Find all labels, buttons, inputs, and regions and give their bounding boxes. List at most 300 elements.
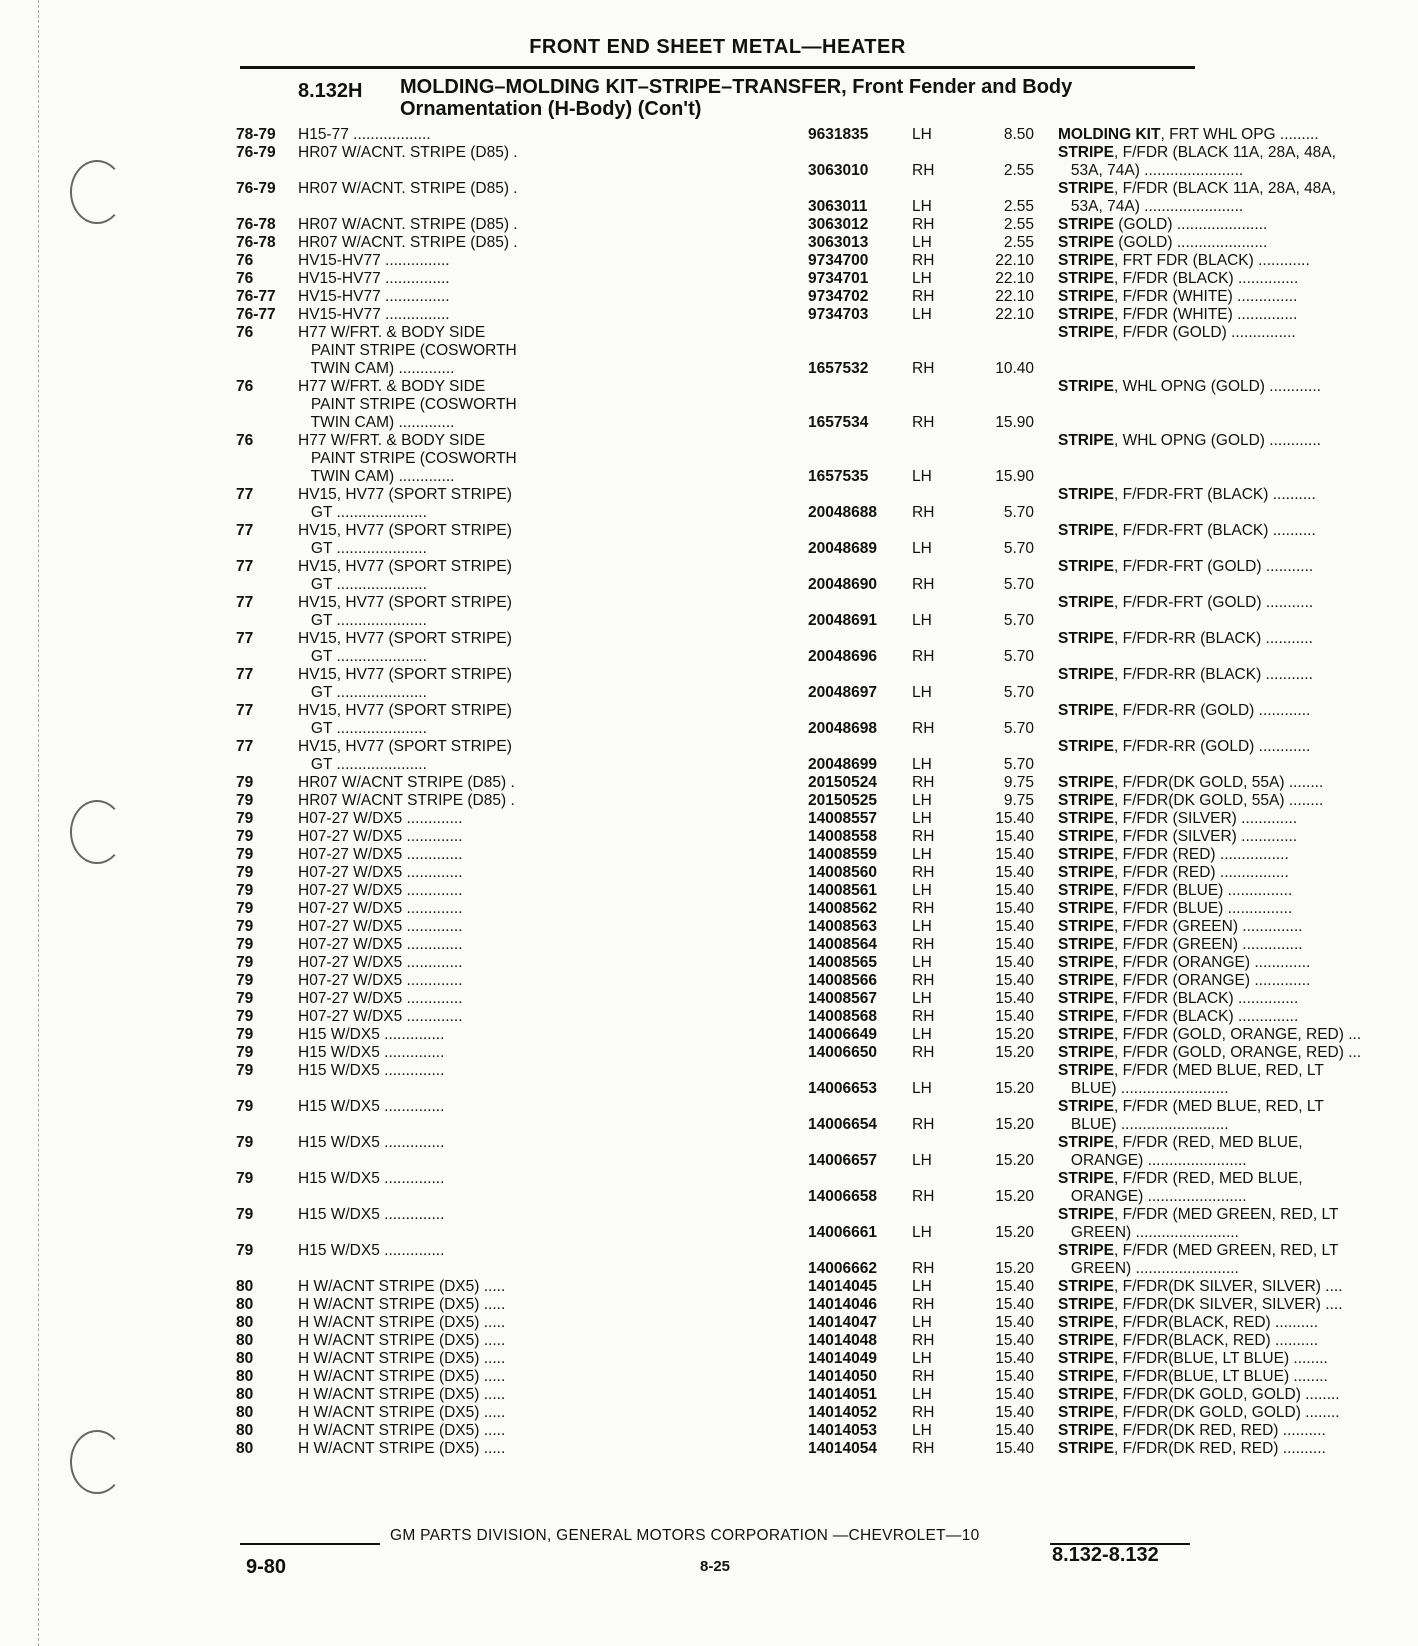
side: RH [912, 1404, 935, 1421]
punch-hole [70, 1430, 124, 1494]
part-number: 9734701 [808, 270, 869, 287]
table-row [236, 1296, 1343, 1314]
description: STRIPE, F/FDR(BLACK, RED) .......... [1058, 1332, 1319, 1349]
header-rule [240, 66, 1195, 69]
model-year: 79 [236, 918, 254, 935]
side: LH [912, 126, 932, 143]
table-row [236, 864, 1289, 882]
part-number: 14008567 [808, 990, 877, 1007]
description: STRIPE, F/FDR (RED) ................ [1058, 846, 1289, 863]
part-number: 14008561 [808, 882, 877, 899]
part-number: 14014050 [808, 1368, 877, 1385]
application: HR07 W/ACNT STRIPE (D85) . [298, 792, 515, 809]
description: STRIPE, F/FDR(DK SILVER, SILVER) .... [1058, 1296, 1343, 1313]
price: 15.20 [995, 1044, 1034, 1061]
part-number: 14006653 [808, 1080, 877, 1097]
part-number: 14008568 [808, 1008, 877, 1025]
description: STRIPE, F/FDR-RR (GOLD) ............ [1058, 738, 1311, 755]
description: STRIPE, F/FDR (SILVER) ............. [1058, 810, 1298, 827]
application: H07-27 W/DX5 ............. [298, 936, 463, 953]
price: 22.10 [995, 288, 1034, 305]
side: RH [912, 720, 935, 737]
model-year: 79 [236, 936, 254, 953]
price: 15.20 [995, 1188, 1034, 1205]
footer-rule-left [240, 1543, 380, 1545]
description: STRIPE, F/FDR-FRT (BLACK) .......... [1058, 486, 1316, 503]
part-number: 14006658 [808, 1188, 877, 1205]
price: 15.40 [995, 1332, 1034, 1349]
side: LH [912, 684, 932, 701]
price: 15.40 [995, 990, 1034, 1007]
application: HR07 W/ACNT. STRIPE (D85) . [298, 144, 518, 161]
side: LH [912, 990, 932, 1007]
price: 15.40 [995, 900, 1034, 917]
description: STRIPE, F/FDR(DK GOLD, 55A) ........ [1058, 774, 1324, 791]
side: RH [912, 1260, 935, 1277]
application: H W/ACNT STRIPE (DX5) ..... [298, 1296, 506, 1313]
table-row [236, 144, 1336, 180]
price: 15.40 [995, 1386, 1034, 1403]
side: RH [912, 1116, 935, 1133]
part-number: 20048689 [808, 540, 877, 557]
model-year: 80 [236, 1386, 254, 1403]
model-year: 79 [236, 1026, 254, 1043]
model-year: 80 [236, 1422, 254, 1439]
price: 22.10 [995, 252, 1034, 269]
model-year: 79 [236, 828, 254, 845]
price: 15.40 [995, 918, 1034, 935]
description: STRIPE, WHL OPNG (GOLD) ............ [1058, 432, 1321, 449]
application: H07-27 W/DX5 ............. [298, 900, 463, 917]
model-year: 79 [236, 792, 254, 809]
table-row [236, 288, 1298, 306]
price: 15.40 [995, 954, 1034, 971]
footer-page-number: 8-25 [700, 1558, 731, 1575]
description: STRIPE, F/FDR-RR (BLACK) ........... [1058, 630, 1313, 647]
price: 15.40 [995, 1404, 1034, 1421]
part-number: 20048691 [808, 612, 877, 629]
table-row [236, 738, 1311, 774]
part-number: 1657534 [808, 414, 869, 431]
section-title-line2: Ornamentation (H-Body) (Con't) [400, 98, 702, 120]
application: H W/ACNT STRIPE (DX5) ..... [298, 1422, 506, 1439]
side: RH [912, 288, 935, 305]
model-year: 79 [236, 882, 254, 899]
side: RH [912, 1008, 935, 1025]
application: H W/ACNT STRIPE (DX5) ..... [298, 1314, 506, 1331]
table-row [236, 954, 1311, 972]
table-row [236, 1314, 1319, 1332]
part-number: 14008564 [808, 936, 877, 953]
model-year: 77 [236, 666, 254, 683]
side: LH [912, 270, 932, 287]
part-number: 14008560 [808, 864, 877, 881]
model-year: 78-79 [236, 126, 276, 143]
application: H15 W/DX5 .............. [298, 1206, 445, 1223]
description: STRIPE, F/FDR (GREEN) .............. [1058, 918, 1303, 935]
table-row [236, 846, 1289, 864]
price: 9.75 [1003, 792, 1034, 809]
part-number: 3063013 [808, 234, 869, 251]
model-year: 79 [236, 972, 254, 989]
price: 9.75 [1003, 774, 1034, 791]
application: HV15-HV77 ............... [298, 306, 450, 323]
application: HR07 W/ACNT STRIPE (D85) . [298, 774, 515, 791]
part-number: 14008566 [808, 972, 877, 989]
description: STRIPE, F/FDR (GOLD, ORANGE, RED) ... [1058, 1026, 1362, 1043]
model-year: 80 [236, 1314, 254, 1331]
section-title-line1: MOLDING–MOLDING KIT–STRIPE–TRANSFER, Front Fender and Body [400, 76, 1073, 98]
application: H15 W/DX5 .............. [298, 1026, 445, 1043]
table-row [236, 180, 1336, 216]
application: H07-27 W/DX5 ............. [298, 882, 463, 899]
price: 15.20 [995, 1080, 1034, 1097]
description: STRIPE, F/FDR (BLACK) .............. [1058, 270, 1299, 287]
part-number: 14014054 [808, 1440, 877, 1457]
table-row [236, 990, 1299, 1008]
application: HV15, HV77 (SPORT STRIPE) GT ..................... [298, 738, 512, 773]
price: 5.70 [1003, 648, 1034, 665]
price: 15.20 [995, 1116, 1034, 1133]
application: HV15, HV77 (SPORT STRIPE) GT ..................... [298, 630, 512, 665]
application: H07-27 W/DX5 ............. [298, 1008, 463, 1025]
table-row [236, 810, 1298, 828]
description: STRIPE, F/FDR (BLACK) .............. [1058, 990, 1299, 1007]
part-number: 14006650 [808, 1044, 877, 1061]
description: STRIPE, F/FDR (RED) ................ [1058, 864, 1289, 881]
model-year: 79 [236, 1206, 254, 1223]
application: H07-27 W/DX5 ............. [298, 864, 463, 881]
part-number: 20048690 [808, 576, 877, 593]
description: STRIPE, F/FDR (MED GREEN, RED, LT GREEN) ........................ [1058, 1242, 1339, 1277]
model-year: 79 [236, 1008, 254, 1025]
application: HR07 W/ACNT. STRIPE (D85) . [298, 180, 518, 197]
description: STRIPE, F/FDR (WHITE) .............. [1058, 306, 1298, 323]
price: 10.40 [995, 360, 1034, 377]
side: LH [912, 540, 932, 557]
table-row [236, 306, 1298, 324]
description: STRIPE, F/FDR (BLACK) .............. [1058, 1008, 1299, 1025]
part-number: 20150524 [808, 774, 877, 791]
section-title [400, 76, 1200, 120]
table-row [236, 1404, 1340, 1422]
part-number: 14014049 [808, 1350, 877, 1367]
model-year: 80 [236, 1278, 254, 1295]
description: STRIPE, FRT FDR (BLACK) ............ [1058, 252, 1310, 269]
table-row [236, 558, 1314, 594]
description: STRIPE, F/FDR-FRT (BLACK) .......... [1058, 522, 1316, 539]
part-number: 14014048 [808, 1332, 877, 1349]
side: LH [912, 1386, 932, 1403]
price: 15.20 [995, 1152, 1034, 1169]
side: RH [912, 900, 935, 917]
application: HV15, HV77 (SPORT STRIPE) GT ..................... [298, 702, 512, 737]
price: 15.40 [995, 1278, 1034, 1295]
price: 8.50 [1003, 126, 1034, 143]
part-number: 3063010 [808, 162, 869, 179]
side: LH [912, 810, 932, 827]
table-row [236, 432, 1321, 486]
price: 15.20 [995, 1026, 1034, 1043]
description: STRIPE, WHL OPNG (GOLD) ............ [1058, 378, 1321, 395]
table-row [236, 1440, 1326, 1458]
application: HV15-HV77 ............... [298, 252, 450, 269]
side: RH [912, 1440, 935, 1457]
table-row [236, 1278, 1343, 1296]
model-year: 77 [236, 630, 254, 647]
model-year: 76 [236, 270, 254, 287]
table-row [236, 936, 1303, 954]
model-year: 79 [236, 864, 254, 881]
side: LH [912, 756, 932, 773]
description: STRIPE, F/FDR(DK GOLD, 55A) ........ [1058, 792, 1324, 809]
table-row [236, 972, 1311, 990]
side: RH [912, 1296, 935, 1313]
application: HV15-HV77 ............... [298, 270, 450, 287]
part-number: 9734703 [808, 306, 869, 323]
price: 15.40 [995, 1296, 1034, 1313]
price: 22.10 [995, 270, 1034, 287]
description: STRIPE, F/FDR (BLACK 11A, 28A, 48A, 53A, 74A) ....................... [1058, 180, 1336, 215]
side: RH [912, 936, 935, 953]
application: H77 W/FRT. & BODY SIDE PAINT STRIPE (COSWORTH TWIN CAM) ............. [298, 432, 517, 485]
side: RH [912, 1188, 935, 1205]
part-number: 20048696 [808, 648, 877, 665]
part-number: 14008558 [808, 828, 877, 845]
part-number: 14008563 [808, 918, 877, 935]
table-row [236, 270, 1299, 288]
price: 15.90 [995, 414, 1034, 431]
side: LH [912, 468, 932, 485]
price: 15.40 [995, 1350, 1034, 1367]
side: RH [912, 1368, 935, 1385]
part-number: 14008557 [808, 810, 877, 827]
description: STRIPE, F/FDR-FRT (GOLD) ........... [1058, 594, 1314, 611]
part-number: 14006657 [808, 1152, 877, 1169]
application: H07-27 W/DX5 ............. [298, 990, 463, 1007]
model-year: 79 [236, 846, 254, 863]
part-number: 14008559 [808, 846, 877, 863]
price: 15.40 [995, 1314, 1034, 1331]
table-row [236, 666, 1313, 702]
application: H W/ACNT STRIPE (DX5) ..... [298, 1440, 506, 1457]
description: STRIPE (GOLD) ..................... [1058, 234, 1268, 251]
application: H07-27 W/DX5 ............. [298, 972, 463, 989]
price: 15.40 [995, 972, 1034, 989]
application: H15 W/DX5 .............. [298, 1170, 445, 1187]
model-year: 76-78 [236, 234, 276, 251]
part-number: 20150525 [808, 792, 877, 809]
side: LH [912, 882, 932, 899]
price: 5.70 [1003, 540, 1034, 557]
table-row [236, 1242, 1339, 1278]
model-year: 76-77 [236, 288, 276, 305]
description: STRIPE, F/FDR(DK GOLD, GOLD) ........ [1058, 1404, 1340, 1421]
model-year: 79 [236, 774, 254, 791]
part-number: 1657532 [808, 360, 869, 377]
parts-table [236, 126, 1362, 1458]
model-year: 80 [236, 1404, 254, 1421]
side: RH [912, 774, 935, 791]
side: RH [912, 504, 935, 521]
price: 15.40 [995, 1422, 1034, 1439]
side: RH [912, 972, 935, 989]
price: 15.40 [995, 1368, 1034, 1385]
table-row [236, 324, 1296, 378]
model-year: 79 [236, 954, 254, 971]
table-row [236, 1386, 1340, 1404]
table-row [236, 1422, 1326, 1440]
side: LH [912, 1278, 932, 1295]
table-row [236, 1134, 1303, 1170]
table-row [236, 1332, 1319, 1350]
application: H15 W/DX5 .............. [298, 1044, 445, 1061]
part-number: 14014051 [808, 1386, 877, 1403]
side: LH [912, 198, 932, 215]
table-row [236, 918, 1303, 936]
table-row [236, 1206, 1339, 1242]
price: 5.70 [1003, 612, 1034, 629]
price: 5.70 [1003, 504, 1034, 521]
part-number: 14014045 [808, 1278, 877, 1295]
table-row [236, 702, 1311, 738]
table-row [236, 828, 1298, 846]
application: H07-27 W/DX5 ............. [298, 846, 463, 863]
price: 15.20 [995, 1224, 1034, 1241]
part-number: 14008565 [808, 954, 877, 971]
part-number: 20048698 [808, 720, 877, 737]
table-row [236, 1062, 1324, 1098]
application: H W/ACNT STRIPE (DX5) ..... [298, 1278, 506, 1295]
application: H15 W/DX5 .............. [298, 1242, 445, 1259]
side: LH [912, 846, 932, 863]
part-number: 14008562 [808, 900, 877, 917]
description: STRIPE, F/FDR (WHITE) .............. [1058, 288, 1298, 305]
model-year: 76 [236, 378, 254, 395]
model-year: 79 [236, 1062, 254, 1079]
description: STRIPE, F/FDR (MED GREEN, RED, LT GREEN) ........................ [1058, 1206, 1339, 1241]
description: STRIPE (GOLD) ..................... [1058, 216, 1268, 233]
model-year: 76-77 [236, 306, 276, 323]
table-row [236, 594, 1314, 630]
side: RH [912, 1044, 935, 1061]
price: 15.90 [995, 468, 1034, 485]
description: STRIPE, F/FDR-RR (GOLD) ............ [1058, 702, 1311, 719]
side: LH [912, 306, 932, 323]
description: STRIPE, F/FDR (RED, MED BLUE, ORANGE) ....................... [1058, 1134, 1303, 1169]
model-year: 79 [236, 1134, 254, 1151]
side: RH [912, 1332, 935, 1349]
model-year: 76-79 [236, 180, 276, 197]
description: STRIPE, F/FDR(DK SILVER, SILVER) .... [1058, 1278, 1343, 1295]
price: 5.70 [1003, 756, 1034, 773]
application: H15 W/DX5 .............. [298, 1062, 445, 1079]
price: 2.55 [1003, 234, 1034, 251]
description: STRIPE, F/FDR (SILVER) ............. [1058, 828, 1298, 845]
application: H W/ACNT STRIPE (DX5) ..... [298, 1332, 506, 1349]
price: 2.55 [1003, 162, 1034, 179]
description: STRIPE, F/FDR (BLUE) ............... [1058, 900, 1293, 917]
section-number: 8.132H [298, 80, 363, 102]
model-year: 80 [236, 1296, 254, 1313]
description: STRIPE, F/FDR(DK RED, RED) .......... [1058, 1440, 1326, 1457]
part-number: 9734700 [808, 252, 869, 269]
model-year: 77 [236, 702, 254, 719]
price: 15.40 [995, 1440, 1034, 1457]
side: LH [912, 1080, 932, 1097]
model-year: 80 [236, 1350, 254, 1367]
price: 22.10 [995, 306, 1034, 323]
table-row [236, 252, 1310, 270]
side: RH [912, 252, 935, 269]
table-row [236, 1170, 1303, 1206]
model-year: 80 [236, 1440, 254, 1457]
description: STRIPE, F/FDR (ORANGE) ............. [1058, 972, 1311, 989]
model-year: 79 [236, 810, 254, 827]
side: LH [912, 1422, 932, 1439]
application: H77 W/FRT. & BODY SIDE PAINT STRIPE (COSWORTH TWIN CAM) ............. [298, 378, 517, 431]
part-number: 3063011 [808, 198, 868, 215]
application: H15 W/DX5 .............. [298, 1098, 445, 1115]
side: RH [912, 360, 935, 377]
table-row [236, 1350, 1328, 1368]
description: STRIPE, F/FDR (MED BLUE, RED, LT BLUE) ......................... [1058, 1098, 1324, 1133]
part-number: 14006662 [808, 1260, 877, 1277]
description: STRIPE, F/FDR (BLACK 11A, 28A, 48A, 53A, 74A) ....................... [1058, 144, 1336, 179]
price: 2.55 [1003, 216, 1034, 233]
model-year: 79 [236, 990, 254, 1007]
description: STRIPE, F/FDR(BLUE, LT BLUE) ........ [1058, 1368, 1328, 1385]
side: LH [912, 918, 932, 935]
footer-date: 9-80 [246, 1556, 287, 1578]
description: STRIPE, F/FDR (GOLD) ............... [1058, 324, 1296, 341]
description: MOLDING KIT, FRT WHL OPG ......... [1058, 126, 1319, 143]
price: 15.20 [995, 1260, 1034, 1277]
part-number: 14006649 [808, 1026, 877, 1043]
binder-margin-line [38, 0, 39, 1646]
page-header: FRONT END SHEET METAL—HEATER [529, 36, 906, 58]
application: H W/ACNT STRIPE (DX5) ..... [298, 1386, 506, 1403]
application: H77 W/FRT. & BODY SIDE PAINT STRIPE (COSWORTH TWIN CAM) ............. [298, 324, 517, 377]
side: RH [912, 576, 935, 593]
price: 5.70 [1003, 576, 1034, 593]
side: LH [912, 1314, 932, 1331]
table-row [236, 882, 1293, 900]
table-row [236, 126, 1319, 144]
part-number: 20048688 [808, 504, 877, 521]
application: H07-27 W/DX5 ............. [298, 828, 463, 845]
table-row [236, 900, 1293, 918]
part-number: 3063012 [808, 216, 869, 233]
description: STRIPE, F/FDR(DK GOLD, GOLD) ........ [1058, 1386, 1340, 1403]
part-number: 14014052 [808, 1404, 877, 1421]
price: 15.40 [995, 936, 1034, 953]
model-year: 76 [236, 432, 254, 449]
application: H07-27 W/DX5 ............. [298, 918, 463, 935]
model-year: 76-78 [236, 216, 276, 233]
model-year: 76-79 [236, 144, 276, 161]
table-row [236, 522, 1316, 558]
footer-corporation: GM PARTS DIVISION, GENERAL MOTORS CORPORATION —CHEVROLET—10 [390, 1527, 980, 1544]
price: 15.40 [995, 864, 1034, 881]
description: STRIPE, F/FDR (GREEN) .............. [1058, 936, 1303, 953]
description: STRIPE, F/FDR-FRT (GOLD) ........... [1058, 558, 1314, 575]
side: LH [912, 1026, 932, 1043]
part-number: 20048699 [808, 756, 877, 773]
table-row [236, 486, 1316, 522]
side: RH [912, 648, 935, 665]
price: 5.70 [1003, 720, 1034, 737]
